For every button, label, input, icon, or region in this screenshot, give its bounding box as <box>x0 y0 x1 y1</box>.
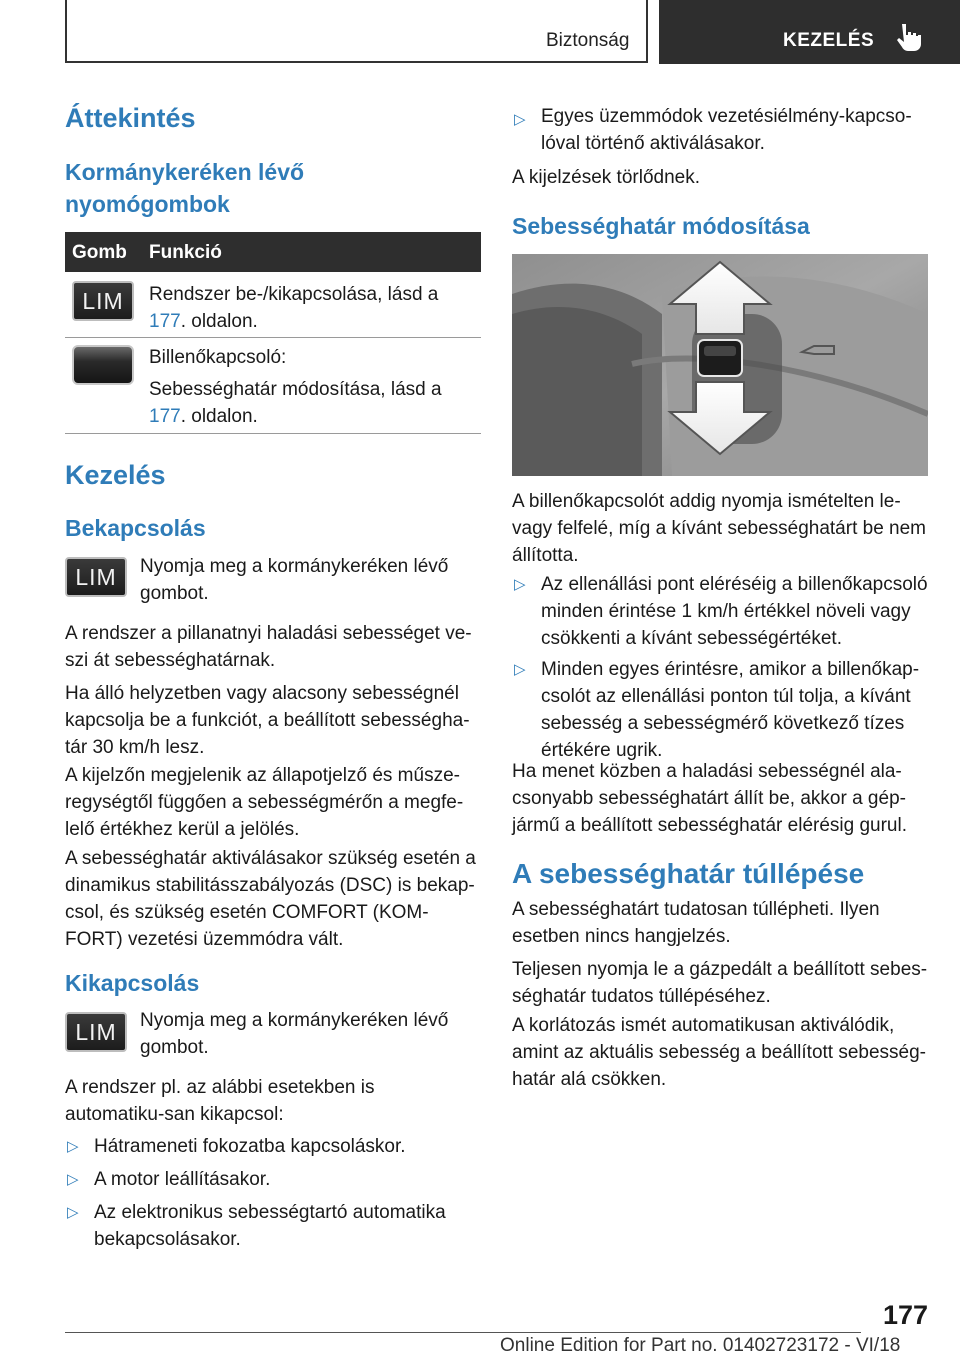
table-row-1-text: Rendszer be-/kikapcsolása, lásd a 177. oldalon. <box>149 284 439 332</box>
list-item: A motor leállításakor. <box>94 1169 271 1190</box>
bullet-triangle-icon: ▷ <box>67 1171 79 1188</box>
paragraph: A sebességhatár aktiválásakor szükség esetén a dinamikus stabilitásszabályozás (DSC) is bekap-csol, és szükség esetén COMFORT (KOM-FORT) vezetési üzemmódra vált. <box>65 848 476 950</box>
heading-exceed: A sebességhatár túllépése <box>512 858 865 889</box>
pointing-hand-icon <box>893 22 923 52</box>
paragraph: A rendszer a pillanatnyi haladási sebességet ve-szi át sebességhatárnak. <box>65 623 472 671</box>
table-divider <box>65 337 481 338</box>
list-item: Hátrameneti fokozatba kapcsoláskor. <box>94 1136 406 1157</box>
heading-modify: Sebességhatár módosítása <box>512 213 810 239</box>
bekapcsolas-text: Nyomja meg a kormánykeréken lévő gombot. <box>140 556 449 604</box>
paragraph: A rendszer pl. az alábbi esetekben is automatiku-san kikapcsol: <box>65 1077 375 1125</box>
lim-button-icon: LIM <box>72 281 134 321</box>
page-link-177[interactable]: 177 <box>149 311 181 332</box>
table-header <box>65 232 481 272</box>
header-tab-label[interactable]: KEZELÉS <box>783 30 875 51</box>
bullet-triangle-icon: ▷ <box>67 1138 79 1155</box>
heading-kezeles: Kezelés <box>65 460 166 490</box>
paragraph: A sebességhatárt tudatosan túllépheti. Ilyen esetben nincs hangjelzés. <box>512 899 880 947</box>
page-title: Áttekintés <box>65 103 196 133</box>
footer-edition: Online Edition for Part no. 01402723172 - VI/18 <box>500 1335 901 1356</box>
header-section: Biztonság <box>546 30 630 51</box>
list-item: Az elektronikus sebességtartó automatika bekapcsolásakor. <box>94 1202 446 1250</box>
bullet-triangle-icon: ▷ <box>67 1204 79 1221</box>
heading-bekapcsolas: Bekapcsolás <box>65 515 206 541</box>
rocker-switch-icon <box>72 345 134 385</box>
subtitle-buttons: Kormánykeréken lévő nyomógombok <box>65 159 305 217</box>
paragraph: Ha menet közben a haladási sebességnél ala-csonyabb sebességhatárt állít be, akkor a gép-jármű a beállított sebességhatár elérésig gurul. <box>512 761 908 836</box>
paragraph: A korlátozás ismét automatikusan aktiválódik, amint az aktuális sebesség a beállított sebesség-határ alá csökken. <box>512 1015 927 1090</box>
bullet-triangle-icon: ▷ <box>514 576 526 593</box>
heading-kikapcsolas: Kikapcsolás <box>65 970 200 996</box>
list-item: Egyes üzemmódok vezetésiélmény-kapcso-lóval történő aktiválásakor. <box>541 106 912 154</box>
steering-wheel-rocker-image <box>512 254 928 476</box>
lim-button-icon: LIM <box>65 1012 127 1052</box>
table-col-function: Funkció <box>149 242 222 263</box>
paragraph: Teljesen nyomja le a gázpedált a beállított sebes-séghatár tudatos túllépéséhez. <box>512 959 928 1007</box>
paragraph: A kijelzések törlődnek. <box>512 167 700 188</box>
table-row-2-label: Billenőkapcsoló: <box>149 347 287 368</box>
list-item: Minden egyes érintésre, amikor a billenőkap-csolót az ellenállási ponton túl tolja, a kívánt sebesség a sebességmérő következő tízes értékére ugrik. <box>541 659 920 761</box>
bullet-triangle-icon: ▷ <box>514 661 526 678</box>
kikapcsolas-text: Nyomja meg a kormánykeréken lévő gombot. <box>140 1010 449 1058</box>
table-divider <box>65 433 481 434</box>
table-col-button: Gomb <box>72 242 127 263</box>
page-link-177[interactable]: 177 <box>149 406 181 427</box>
paragraph: A billenőkapcsolót addig nyomja ismételten le-vagy felfelé, míg a kívánt sebességhatárt be nem állította. <box>512 491 927 566</box>
paragraph: A kijelzőn megjelenik az állapotjelző és műsze-regységtől függően a sebességmérőn a megfe-lelő értékhez kerül a jelölés. <box>65 765 464 840</box>
table-row-2-text: Sebességhatár módosítása, lásd a 177. oldalon. <box>149 379 442 427</box>
page-number: 177 <box>883 1300 929 1330</box>
paragraph: Ha álló helyzetben vagy alacsony sebességnél kapcsolja be a funkciót, a beállított sebességha-tár 30 km/h lesz. <box>65 683 470 758</box>
footer-rule <box>65 1332 861 1333</box>
lim-button-icon: LIM <box>65 557 127 597</box>
bullet-triangle-icon: ▷ <box>514 111 526 128</box>
list-item: Az ellenállási pont eléréséig a billenőkapcsoló minden érintése 1 km/h értékkel növeli vagy csökkenti a kívánt sebességértéket. <box>541 574 928 649</box>
